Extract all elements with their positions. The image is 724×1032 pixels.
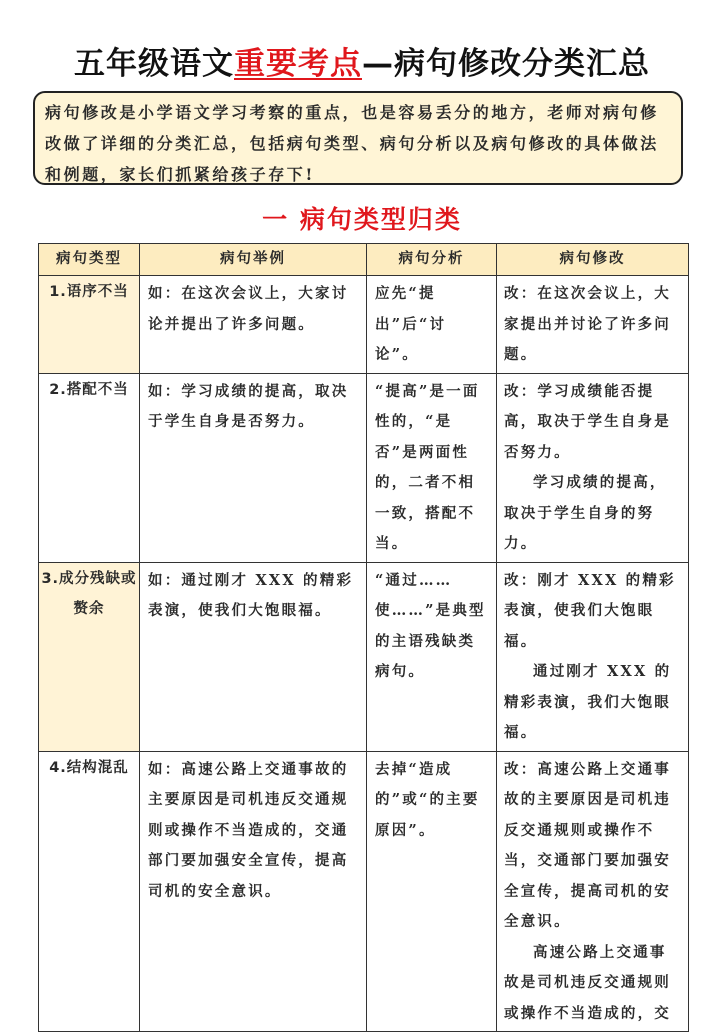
intro-box: 病句修改是小学语文学习考察的重点，也是容易丢分的地方，老师对病句修改做了详细的分类汇总，包括病句类型、病句分析以及病句修改的具体做法和例题，家长们抓紧给孩子存下! bbox=[33, 91, 683, 185]
fix-alt-text: 高速公路上交通事故是司机违反交通规则或操作不当造成的，交 bbox=[504, 943, 671, 1022]
title-prefix: 五年级语文 bbox=[74, 46, 234, 82]
row-fix bbox=[497, 562, 689, 751]
row-example: 如：高速公路上交通事故的主要原因是司机违反交通规则或操作不当造成的，交通部门要加强安全宣传，提高司机的安全意识。 bbox=[140, 751, 367, 1032]
title-suffix: —病句修改分类汇总 bbox=[362, 46, 650, 82]
table-row bbox=[39, 751, 689, 1032]
section-title: 一 病句类型归类 bbox=[262, 205, 462, 234]
row-analysis: “提高”是一面性的，“是否”是两面性的，二者不相一致，搭配不当。 bbox=[367, 373, 497, 562]
table-header-row bbox=[39, 244, 689, 276]
row-type: 1.语序不当 bbox=[39, 276, 140, 374]
page-title bbox=[0, 38, 724, 83]
sentence-error-table bbox=[38, 243, 689, 1032]
row-example: 如：通过刚才 XXX 的精彩表演，使我们大饱眼福。 bbox=[140, 562, 367, 751]
table-row bbox=[39, 276, 689, 374]
fix-alt-text: 通过刚才 XXX 的精彩表演，我们大饱眼福。 bbox=[504, 663, 672, 741]
fix-text: 改：学习成绩能否提高，取决于学生自身是否努力。 bbox=[504, 382, 671, 461]
row-type: 2.搭配不当 bbox=[39, 373, 140, 562]
row-fix bbox=[497, 751, 689, 1032]
row-analysis: 去掉“造成的”或“的主要原因”。 bbox=[367, 751, 497, 1032]
row-example: 如：在这次会议上，大家讨论并提出了许多问题。 bbox=[140, 276, 367, 374]
table-row bbox=[39, 373, 689, 562]
row-analysis: 应先“提出”后“讨论”。 bbox=[367, 276, 497, 374]
header-fix: 病句修改 bbox=[497, 244, 689, 276]
header-analysis: 病句分析 bbox=[367, 244, 497, 276]
fix-alt-text: 学习成绩的提高，取决于学生自身的努力。 bbox=[504, 474, 667, 552]
fix-text: 改：在这次会议上，大家提出并讨论了许多问题。 bbox=[504, 285, 671, 363]
row-analysis: “通过……使……”是典型的主语残缺类病句。 bbox=[367, 562, 497, 751]
row-fix bbox=[497, 373, 689, 562]
fix-text: 改：高速公路上交通事故的主要原因是司机违反交通规则或操作不当，交通部门要加强安全宣传，提高司机的安全意识。 bbox=[504, 760, 671, 930]
row-fix bbox=[497, 276, 689, 374]
header-example: 病句举例 bbox=[140, 244, 367, 276]
row-type: 3.成分残缺或赘余 bbox=[39, 562, 140, 751]
header-type: 病句类型 bbox=[39, 244, 140, 276]
row-type: 4.结构混乱 bbox=[39, 751, 140, 1032]
table-row bbox=[39, 562, 689, 751]
row-example: 如：学习成绩的提高，取决于学生自身是否努力。 bbox=[140, 373, 367, 562]
title-highlight: 重要考点 bbox=[234, 46, 362, 82]
fix-text: 改：刚才 XXX 的精彩表演，使我们大饱眼福。 bbox=[504, 571, 676, 650]
